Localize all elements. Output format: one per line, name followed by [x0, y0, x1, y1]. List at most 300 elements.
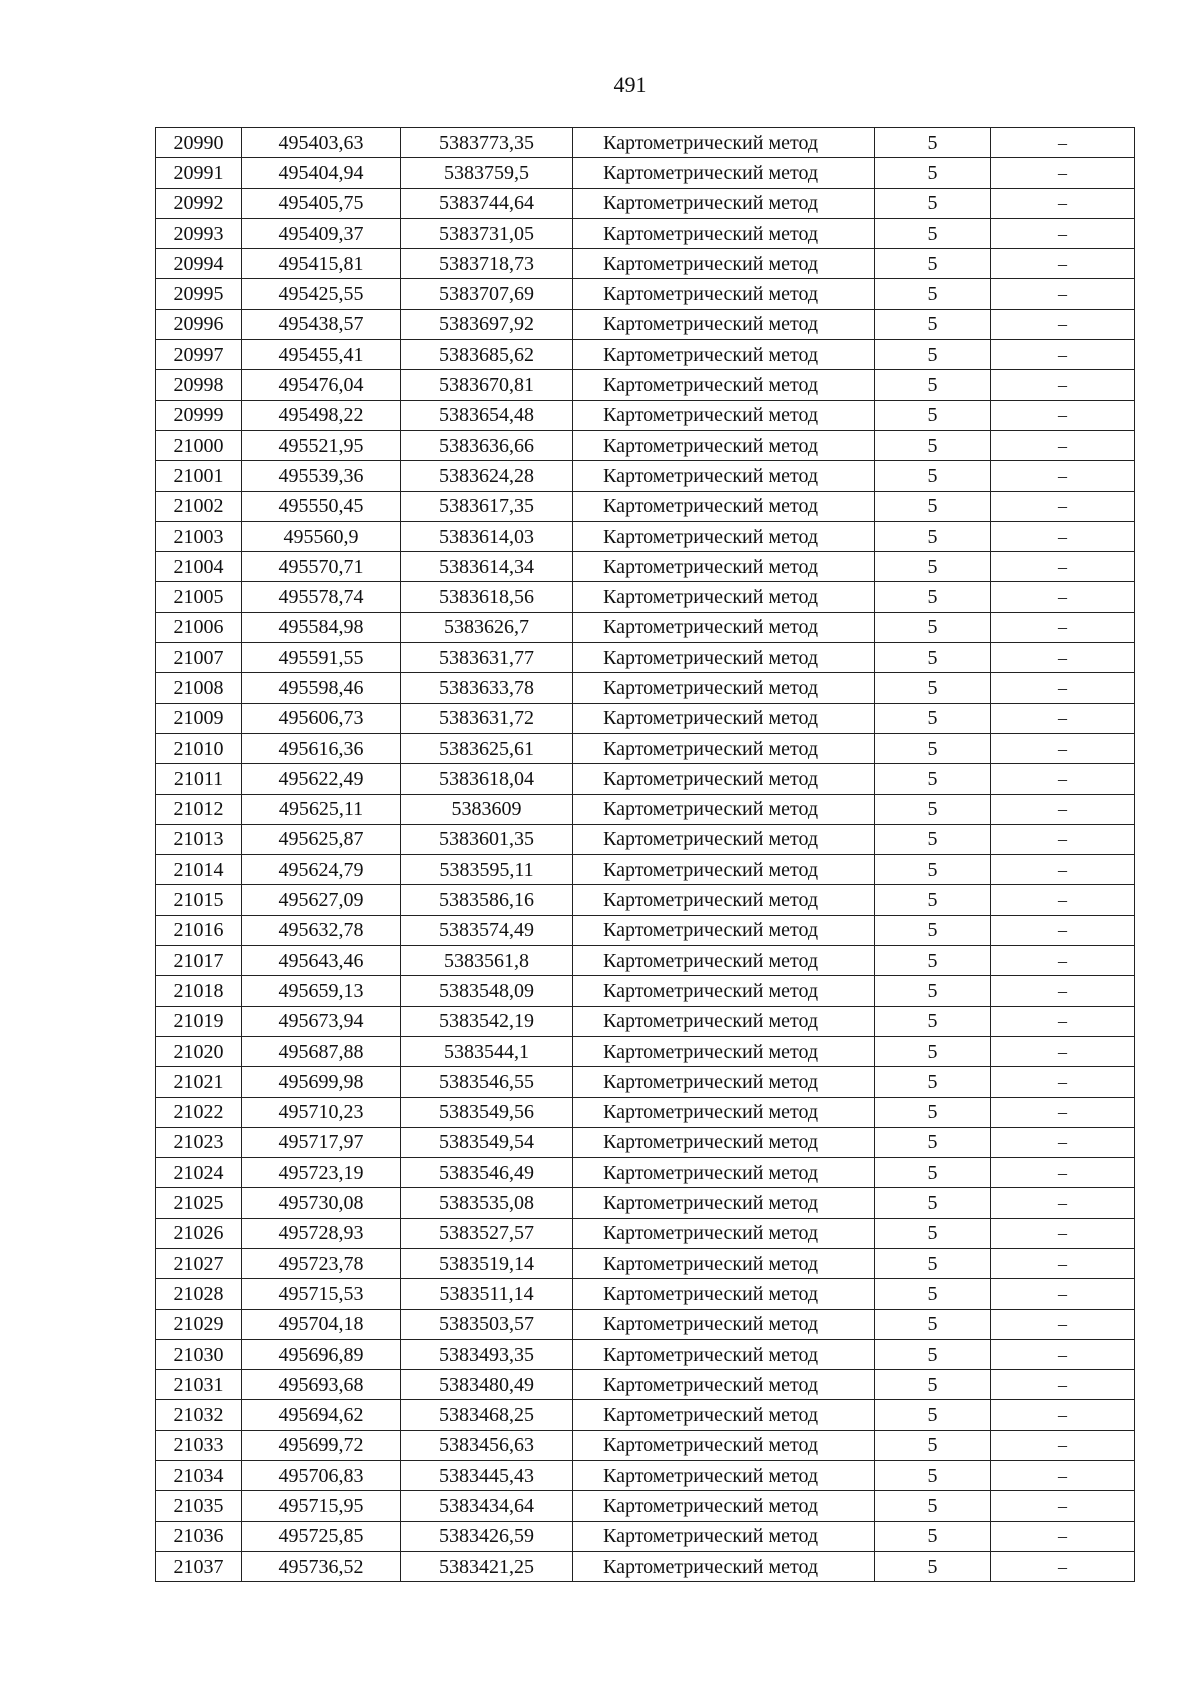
method-cell: Картометрический метод [573, 158, 875, 188]
note-cell: – [991, 794, 1135, 824]
accuracy-cell: 5 [875, 491, 991, 521]
x-coordinate-cell: 495606,73 [242, 703, 401, 733]
x-coordinate-cell: 495539,36 [242, 461, 401, 491]
point-number-cell: 21005 [156, 582, 242, 612]
table-row [156, 976, 1135, 1006]
x-coordinate-cell: 495643,46 [242, 946, 401, 976]
method-cell: Картометрический метод [573, 521, 875, 551]
note-cell: – [991, 552, 1135, 582]
x-coordinate-cell: 495570,71 [242, 552, 401, 582]
accuracy-cell: 5 [875, 1127, 991, 1157]
point-number-cell: 20994 [156, 249, 242, 279]
y-coordinate-cell: 5383707,69 [401, 279, 573, 309]
x-coordinate-cell: 495694,62 [242, 1400, 401, 1430]
point-number-cell: 21006 [156, 612, 242, 642]
method-cell: Картометрический метод [573, 1248, 875, 1278]
x-coordinate-cell: 495584,98 [242, 612, 401, 642]
point-number-cell: 21003 [156, 521, 242, 551]
point-number-cell: 21036 [156, 1521, 242, 1551]
method-cell: Картометрический метод [573, 1067, 875, 1097]
table-row [156, 885, 1135, 915]
point-number-cell: 21010 [156, 733, 242, 763]
accuracy-cell: 5 [875, 1430, 991, 1460]
accuracy-cell: 5 [875, 521, 991, 551]
note-cell: – [991, 733, 1135, 763]
note-cell: – [991, 703, 1135, 733]
method-cell: Картометрический метод [573, 612, 875, 642]
method-cell: Картометрический метод [573, 400, 875, 430]
y-coordinate-cell: 5383625,61 [401, 733, 573, 763]
method-cell: Картометрический метод [573, 249, 875, 279]
x-coordinate-cell: 495622,49 [242, 764, 401, 794]
point-number-cell: 21012 [156, 794, 242, 824]
point-number-cell: 21011 [156, 764, 242, 794]
method-cell: Картометрический метод [573, 703, 875, 733]
table-row [156, 249, 1135, 279]
accuracy-cell: 5 [875, 1188, 991, 1218]
note-cell: – [991, 915, 1135, 945]
accuracy-cell: 5 [875, 158, 991, 188]
x-coordinate-cell: 495687,88 [242, 1036, 401, 1066]
point-number-cell: 21026 [156, 1218, 242, 1248]
table-row [156, 1521, 1135, 1551]
method-cell: Картометрический метод [573, 673, 875, 703]
x-coordinate-cell: 495673,94 [242, 1006, 401, 1036]
note-cell: – [991, 1218, 1135, 1248]
x-coordinate-cell: 495704,18 [242, 1309, 401, 1339]
point-number-cell: 20990 [156, 128, 242, 158]
accuracy-cell: 5 [875, 1461, 991, 1491]
x-coordinate-cell: 495476,04 [242, 370, 401, 400]
accuracy-cell: 5 [875, 1158, 991, 1188]
x-coordinate-cell: 495455,41 [242, 340, 401, 370]
table-row [156, 1248, 1135, 1278]
y-coordinate-cell: 5383546,55 [401, 1067, 573, 1097]
table-row [156, 1279, 1135, 1309]
point-number-cell: 20993 [156, 218, 242, 248]
y-coordinate-cell: 5383548,09 [401, 976, 573, 1006]
accuracy-cell: 5 [875, 400, 991, 430]
note-cell: – [991, 855, 1135, 885]
accuracy-cell: 5 [875, 1218, 991, 1248]
accuracy-cell: 5 [875, 128, 991, 158]
note-cell: – [991, 1309, 1135, 1339]
x-coordinate-cell: 495521,95 [242, 430, 401, 460]
x-coordinate-cell: 495578,74 [242, 582, 401, 612]
method-cell: Картометрический метод [573, 188, 875, 218]
table-row [156, 1127, 1135, 1157]
table-row [156, 703, 1135, 733]
point-number-cell: 21015 [156, 885, 242, 915]
method-cell: Картометрический метод [573, 1339, 875, 1369]
table-row [156, 1097, 1135, 1127]
table-row [156, 1158, 1135, 1188]
table-row [156, 309, 1135, 339]
table-row [156, 643, 1135, 673]
x-coordinate-cell: 495693,68 [242, 1370, 401, 1400]
note-cell: – [991, 1521, 1135, 1551]
method-cell: Картометрический метод [573, 430, 875, 460]
table-row [156, 946, 1135, 976]
point-number-cell: 21037 [156, 1551, 242, 1581]
point-number-cell: 21014 [156, 855, 242, 885]
method-cell: Картометрический метод [573, 855, 875, 885]
method-cell: Картометрический метод [573, 1279, 875, 1309]
point-number-cell: 21034 [156, 1461, 242, 1491]
note-cell: – [991, 1127, 1135, 1157]
method-cell: Картометрический метод [573, 1188, 875, 1218]
table-row [156, 158, 1135, 188]
point-number-cell: 21029 [156, 1309, 242, 1339]
y-coordinate-cell: 5383480,49 [401, 1370, 573, 1400]
y-coordinate-cell: 5383744,64 [401, 188, 573, 218]
x-coordinate-cell: 495728,93 [242, 1218, 401, 1248]
method-cell: Картометрический метод [573, 1158, 875, 1188]
method-cell: Картометрический метод [573, 582, 875, 612]
table-row [156, 218, 1135, 248]
method-cell: Картометрический метод [573, 885, 875, 915]
table-row [156, 824, 1135, 854]
accuracy-cell: 5 [875, 946, 991, 976]
accuracy-cell: 5 [875, 1309, 991, 1339]
point-number-cell: 21032 [156, 1400, 242, 1430]
x-coordinate-cell: 495624,79 [242, 855, 401, 885]
x-coordinate-cell: 495598,46 [242, 673, 401, 703]
accuracy-cell: 5 [875, 703, 991, 733]
y-coordinate-cell: 5383609 [401, 794, 573, 824]
method-cell: Картометрический метод [573, 1400, 875, 1430]
accuracy-cell: 5 [875, 1097, 991, 1127]
coordinates-table [155, 127, 1135, 1582]
point-number-cell: 21033 [156, 1430, 242, 1460]
method-cell: Картометрический метод [573, 643, 875, 673]
method-cell: Картометрический метод [573, 733, 875, 763]
accuracy-cell: 5 [875, 612, 991, 642]
accuracy-cell: 5 [875, 279, 991, 309]
x-coordinate-cell: 495625,11 [242, 794, 401, 824]
table-row [156, 521, 1135, 551]
y-coordinate-cell: 5383544,1 [401, 1036, 573, 1066]
table-row [156, 855, 1135, 885]
table-row [156, 430, 1135, 460]
accuracy-cell: 5 [875, 1370, 991, 1400]
note-cell: – [991, 1491, 1135, 1521]
accuracy-cell: 5 [875, 370, 991, 400]
method-cell: Картометрический метод [573, 1127, 875, 1157]
method-cell: Картометрический метод [573, 461, 875, 491]
accuracy-cell: 5 [875, 249, 991, 279]
point-number-cell: 20995 [156, 279, 242, 309]
note-cell: – [991, 1400, 1135, 1430]
table-row [156, 552, 1135, 582]
accuracy-cell: 5 [875, 976, 991, 1006]
y-coordinate-cell: 5383503,57 [401, 1309, 573, 1339]
point-number-cell: 21016 [156, 915, 242, 945]
point-number-cell: 21009 [156, 703, 242, 733]
accuracy-cell: 5 [875, 1491, 991, 1521]
method-cell: Картометрический метод [573, 1036, 875, 1066]
y-coordinate-cell: 5383624,28 [401, 461, 573, 491]
y-coordinate-cell: 5383731,05 [401, 218, 573, 248]
method-cell: Картометрический метод [573, 915, 875, 945]
table-row [156, 1491, 1135, 1521]
accuracy-cell: 5 [875, 461, 991, 491]
x-coordinate-cell: 495710,23 [242, 1097, 401, 1127]
table-row [156, 612, 1135, 642]
method-cell: Картометрический метод [573, 340, 875, 370]
y-coordinate-cell: 5383631,77 [401, 643, 573, 673]
y-coordinate-cell: 5383527,57 [401, 1218, 573, 1248]
method-cell: Картометрический метод [573, 279, 875, 309]
y-coordinate-cell: 5383718,73 [401, 249, 573, 279]
y-coordinate-cell: 5383421,25 [401, 1551, 573, 1581]
method-cell: Картометрический метод [573, 976, 875, 1006]
y-coordinate-cell: 5383614,03 [401, 521, 573, 551]
accuracy-cell: 5 [875, 643, 991, 673]
point-number-cell: 21019 [156, 1006, 242, 1036]
x-coordinate-cell: 495699,72 [242, 1430, 401, 1460]
x-coordinate-cell: 495632,78 [242, 915, 401, 945]
x-coordinate-cell: 495405,75 [242, 188, 401, 218]
accuracy-cell: 5 [875, 885, 991, 915]
table-row [156, 491, 1135, 521]
note-cell: – [991, 1430, 1135, 1460]
x-coordinate-cell: 495717,97 [242, 1127, 401, 1157]
note-cell: – [991, 824, 1135, 854]
accuracy-cell: 5 [875, 1248, 991, 1278]
accuracy-cell: 5 [875, 915, 991, 945]
accuracy-cell: 5 [875, 764, 991, 794]
x-coordinate-cell: 495591,55 [242, 643, 401, 673]
note-cell: – [991, 158, 1135, 188]
point-number-cell: 21031 [156, 1370, 242, 1400]
table-row [156, 582, 1135, 612]
table-row [156, 1309, 1135, 1339]
x-coordinate-cell: 495730,08 [242, 1188, 401, 1218]
note-cell: – [991, 1006, 1135, 1036]
x-coordinate-cell: 495438,57 [242, 309, 401, 339]
point-number-cell: 21017 [156, 946, 242, 976]
x-coordinate-cell: 495723,78 [242, 1248, 401, 1278]
x-coordinate-cell: 495550,45 [242, 491, 401, 521]
accuracy-cell: 5 [875, 552, 991, 582]
x-coordinate-cell: 495715,95 [242, 1491, 401, 1521]
note-cell: – [991, 582, 1135, 612]
point-number-cell: 21035 [156, 1491, 242, 1521]
accuracy-cell: 5 [875, 794, 991, 824]
accuracy-cell: 5 [875, 1067, 991, 1097]
method-cell: Картометрический метод [573, 1006, 875, 1036]
table-row [156, 188, 1135, 218]
y-coordinate-cell: 5383773,35 [401, 128, 573, 158]
point-number-cell: 21022 [156, 1097, 242, 1127]
table-row [156, 1188, 1135, 1218]
y-coordinate-cell: 5383468,25 [401, 1400, 573, 1430]
note-cell: – [991, 340, 1135, 370]
y-coordinate-cell: 5383535,08 [401, 1188, 573, 1218]
accuracy-cell: 5 [875, 673, 991, 703]
x-coordinate-cell: 495625,87 [242, 824, 401, 854]
table-row [156, 370, 1135, 400]
note-cell: – [991, 128, 1135, 158]
table-row [156, 1551, 1135, 1581]
table-row [156, 461, 1135, 491]
note-cell: – [991, 1370, 1135, 1400]
y-coordinate-cell: 5383549,54 [401, 1127, 573, 1157]
point-number-cell: 21013 [156, 824, 242, 854]
table-row [156, 673, 1135, 703]
table-row [156, 279, 1135, 309]
x-coordinate-cell: 495425,55 [242, 279, 401, 309]
accuracy-cell: 5 [875, 218, 991, 248]
x-coordinate-cell: 495715,53 [242, 1279, 401, 1309]
note-cell: – [991, 946, 1135, 976]
table-row [156, 340, 1135, 370]
method-cell: Картометрический метод [573, 552, 875, 582]
y-coordinate-cell: 5383631,72 [401, 703, 573, 733]
y-coordinate-cell: 5383617,35 [401, 491, 573, 521]
y-coordinate-cell: 5383546,49 [401, 1158, 573, 1188]
note-cell: – [991, 673, 1135, 703]
note-cell: – [991, 885, 1135, 915]
x-coordinate-cell: 495409,37 [242, 218, 401, 248]
table-row [156, 915, 1135, 945]
y-coordinate-cell: 5383614,34 [401, 552, 573, 582]
y-coordinate-cell: 5383697,92 [401, 309, 573, 339]
y-coordinate-cell: 5383574,49 [401, 915, 573, 945]
table-row [156, 1006, 1135, 1036]
note-cell: – [991, 461, 1135, 491]
method-cell: Картометрический метод [573, 1461, 875, 1491]
method-cell: Картометрический метод [573, 1370, 875, 1400]
accuracy-cell: 5 [875, 855, 991, 885]
point-number-cell: 21000 [156, 430, 242, 460]
note-cell: – [991, 1188, 1135, 1218]
accuracy-cell: 5 [875, 1036, 991, 1066]
accuracy-cell: 5 [875, 1006, 991, 1036]
table-row [156, 128, 1135, 158]
point-number-cell: 20992 [156, 188, 242, 218]
table-row [156, 1370, 1135, 1400]
accuracy-cell: 5 [875, 188, 991, 218]
note-cell: – [991, 1339, 1135, 1369]
table-row [156, 733, 1135, 763]
y-coordinate-cell: 5383493,35 [401, 1339, 573, 1369]
x-coordinate-cell: 495723,19 [242, 1158, 401, 1188]
note-cell: – [991, 400, 1135, 430]
accuracy-cell: 5 [875, 1400, 991, 1430]
method-cell: Картометрический метод [573, 1309, 875, 1339]
table-row [156, 1218, 1135, 1248]
method-cell: Картометрический метод [573, 128, 875, 158]
note-cell: – [991, 279, 1135, 309]
method-cell: Картометрический метод [573, 370, 875, 400]
table-row [156, 764, 1135, 794]
x-coordinate-cell: 495699,98 [242, 1067, 401, 1097]
x-coordinate-cell: 495659,13 [242, 976, 401, 1006]
x-coordinate-cell: 495560,9 [242, 521, 401, 551]
point-number-cell: 21008 [156, 673, 242, 703]
y-coordinate-cell: 5383434,64 [401, 1491, 573, 1521]
point-number-cell: 20991 [156, 158, 242, 188]
y-coordinate-cell: 5383633,78 [401, 673, 573, 703]
point-number-cell: 21021 [156, 1067, 242, 1097]
table-row [156, 1036, 1135, 1066]
table-row [156, 1339, 1135, 1369]
accuracy-cell: 5 [875, 1339, 991, 1369]
method-cell: Картометрический метод [573, 491, 875, 521]
note-cell: – [991, 976, 1135, 1006]
x-coordinate-cell: 495403,63 [242, 128, 401, 158]
method-cell: Картометрический метод [573, 794, 875, 824]
point-number-cell: 21030 [156, 1339, 242, 1369]
point-number-cell: 21024 [156, 1158, 242, 1188]
point-number-cell: 21004 [156, 552, 242, 582]
accuracy-cell: 5 [875, 430, 991, 460]
point-number-cell: 21020 [156, 1036, 242, 1066]
y-coordinate-cell: 5383586,16 [401, 885, 573, 915]
y-coordinate-cell: 5383542,19 [401, 1006, 573, 1036]
method-cell: Картометрический метод [573, 1521, 875, 1551]
y-coordinate-cell: 5383456,63 [401, 1430, 573, 1460]
note-cell: – [991, 430, 1135, 460]
y-coordinate-cell: 5383549,56 [401, 1097, 573, 1127]
method-cell: Картометрический метод [573, 764, 875, 794]
note-cell: – [991, 521, 1135, 551]
table-body [156, 128, 1135, 1582]
point-number-cell: 21007 [156, 643, 242, 673]
note-cell: – [991, 1248, 1135, 1278]
y-coordinate-cell: 5383685,62 [401, 340, 573, 370]
method-cell: Картометрический метод [573, 946, 875, 976]
note-cell: – [991, 188, 1135, 218]
point-number-cell: 21028 [156, 1279, 242, 1309]
note-cell: – [991, 1279, 1135, 1309]
note-cell: – [991, 370, 1135, 400]
method-cell: Картометрический метод [573, 824, 875, 854]
y-coordinate-cell: 5383601,35 [401, 824, 573, 854]
table-row [156, 1067, 1135, 1097]
x-coordinate-cell: 495415,81 [242, 249, 401, 279]
x-coordinate-cell: 495498,22 [242, 400, 401, 430]
note-cell: – [991, 1158, 1135, 1188]
y-coordinate-cell: 5383445,43 [401, 1461, 573, 1491]
accuracy-cell: 5 [875, 824, 991, 854]
x-coordinate-cell: 495404,94 [242, 158, 401, 188]
table-row [156, 1461, 1135, 1491]
accuracy-cell: 5 [875, 733, 991, 763]
table-row [156, 400, 1135, 430]
accuracy-cell: 5 [875, 582, 991, 612]
y-coordinate-cell: 5383426,59 [401, 1521, 573, 1551]
point-number-cell: 21018 [156, 976, 242, 1006]
point-number-cell: 21002 [156, 491, 242, 521]
note-cell: – [991, 1551, 1135, 1581]
x-coordinate-cell: 495736,52 [242, 1551, 401, 1581]
y-coordinate-cell: 5383618,56 [401, 582, 573, 612]
y-coordinate-cell: 5383626,7 [401, 612, 573, 642]
x-coordinate-cell: 495706,83 [242, 1461, 401, 1491]
table-row [156, 1430, 1135, 1460]
x-coordinate-cell: 495616,36 [242, 733, 401, 763]
method-cell: Картометрический метод [573, 1551, 875, 1581]
method-cell: Картометрический метод [573, 309, 875, 339]
accuracy-cell: 5 [875, 340, 991, 370]
x-coordinate-cell: 495696,89 [242, 1339, 401, 1369]
y-coordinate-cell: 5383618,04 [401, 764, 573, 794]
accuracy-cell: 5 [875, 1279, 991, 1309]
note-cell: – [991, 643, 1135, 673]
